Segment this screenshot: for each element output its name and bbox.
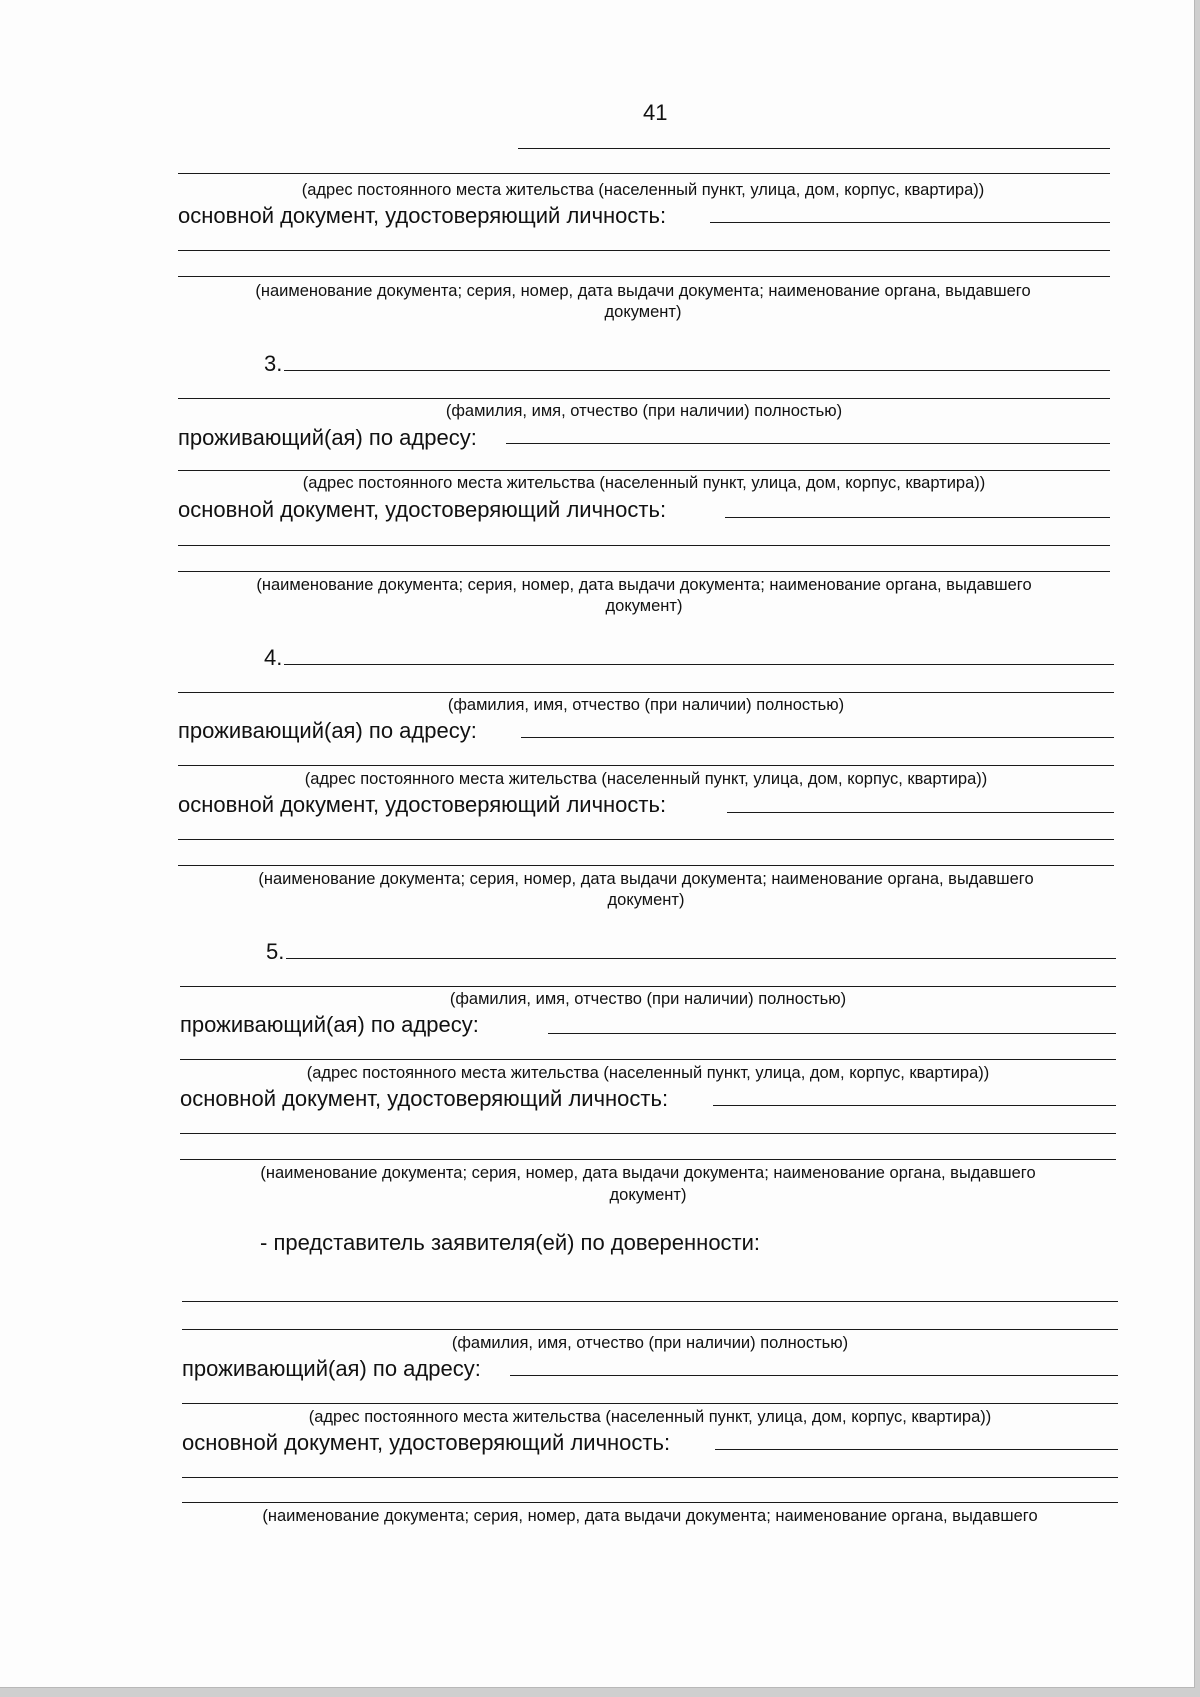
person-number: 4.: [264, 645, 283, 670]
full-name-line: [178, 398, 1110, 399]
residing-at-label: проживающий(ая) по адресу:: [178, 425, 477, 450]
document-caption: (наименование документа; серия, номер, дата выдачи документа; наименование органа, выдавшего: [260, 1164, 1036, 1182]
id-document-label: основной документ, удостоверяющий личность:: [180, 1086, 669, 1111]
full-name-line: [284, 370, 1110, 371]
address-caption: (адрес постоянного места жительства (населенный пункт, улица, дом, корпус, квартира)): [308, 1408, 992, 1426]
full-name-line: [182, 1301, 1118, 1302]
address-line: [178, 765, 1114, 766]
address-caption: (адрес постоянного места жительства (населенный пункт, улица, дом, корпус, квартира)): [301, 181, 985, 199]
document-caption: (наименование документа; серия, номер, дата выдачи документа; наименование органа, выдавшего: [255, 282, 1031, 300]
document-caption: (наименование документа; серия, номер, дата выдачи документа; наименование органа, выдавшего: [258, 870, 1034, 888]
page-number: 41: [643, 100, 668, 125]
id-document-line: [178, 571, 1110, 572]
name-caption: (фамилия, имя, отчество (при наличии) полностью): [451, 1334, 849, 1352]
id-document-line: [713, 1105, 1116, 1106]
full-name-line: [182, 1329, 1118, 1330]
id-document-line: [715, 1449, 1118, 1450]
residing-at-label: проживающий(ая) по адресу:: [180, 1012, 479, 1037]
address-caption: (адрес постоянного места жительства (населенный пункт, улица, дом, корпус, квартира)): [304, 770, 988, 788]
document-caption: документ): [609, 1186, 687, 1204]
residing-at-label: проживающий(ая) по адресу:: [182, 1356, 481, 1381]
address-line-prev: [518, 148, 1110, 149]
document-caption: (наименование документа; серия, номер, дата выдачи документа; наименование органа, выдавшего: [262, 1507, 1038, 1525]
id-document-line: [178, 276, 1110, 277]
document-caption: документ): [607, 891, 685, 909]
document-caption: (наименование документа; серия, номер, дата выдачи документа; наименование органа, выдавшего: [256, 576, 1032, 594]
id-document-line: [727, 812, 1114, 813]
full-name-line: [284, 664, 1114, 665]
name-caption: (фамилия, имя, отчество (при наличии) полностью): [447, 696, 845, 714]
person-number: 5.: [266, 939, 285, 964]
id-document-label: основной документ, удостоверяющий личность:: [182, 1430, 671, 1455]
id-document-line: [178, 839, 1114, 840]
id-document-line: [725, 517, 1110, 518]
id-document-line: [180, 1159, 1116, 1160]
address-line: [521, 737, 1114, 738]
id-document-line: [182, 1477, 1118, 1478]
id-document-label: основной документ, удостоверяющий личность:: [178, 792, 667, 817]
address-line: [548, 1033, 1116, 1034]
address-line: [178, 470, 1110, 471]
address-line: [180, 1059, 1116, 1060]
document-caption: документ): [604, 303, 682, 321]
id-document-line: [178, 250, 1110, 251]
full-name-line: [286, 958, 1116, 959]
document-caption: документ): [605, 597, 683, 615]
address-caption: (адрес постоянного места жительства (населенный пункт, улица, дом, корпус, квартира)): [302, 474, 986, 492]
id-document-label: основной документ, удостоверяющий личность:: [178, 203, 667, 228]
id-document-label: основной документ, удостоверяющий личность:: [178, 497, 667, 522]
name-caption: (фамилия, имя, отчество (при наличии) полностью): [445, 402, 843, 420]
id-document-line: [178, 865, 1114, 866]
id-document-line: [178, 545, 1110, 546]
address-caption: (адрес постоянного места жительства (населенный пункт, улица, дом, корпус, квартира)): [306, 1064, 990, 1082]
address-line: [506, 443, 1110, 444]
id-document-line: [180, 1133, 1116, 1134]
person-number: 3.: [264, 351, 283, 376]
id-document-line: [182, 1502, 1118, 1503]
full-name-line: [180, 986, 1116, 987]
address-line: [510, 1375, 1118, 1376]
address-line-prev: [178, 173, 1110, 174]
full-name-line: [178, 692, 1114, 693]
name-caption: (фамилия, имя, отчество (при наличии) полностью): [449, 990, 847, 1008]
id-document-line: [710, 222, 1110, 223]
representative-heading: - представитель заявителя(ей) по доверенности:: [260, 1230, 761, 1255]
address-line: [182, 1403, 1118, 1404]
residing-at-label: проживающий(ая) по адресу:: [178, 718, 477, 743]
